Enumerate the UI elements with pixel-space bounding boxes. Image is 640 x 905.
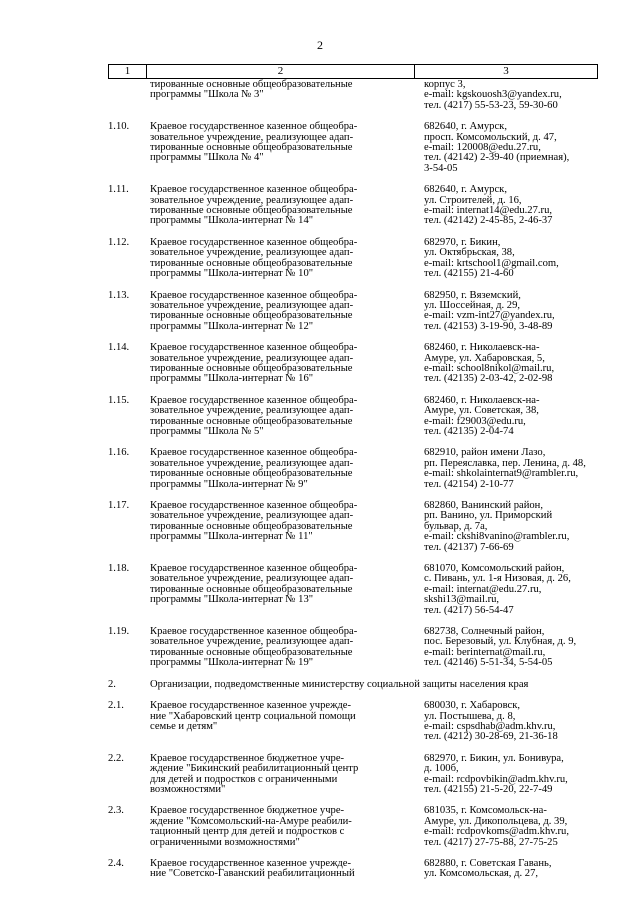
row-number: 2.2. [108, 752, 124, 764]
name-line: Краевое государственное казенное общеобра- [150, 563, 358, 575]
institution-name [146, 238, 414, 280]
address-line: 680030, г. Хабаровск, [424, 700, 520, 712]
institution-name [146, 627, 414, 669]
address-line: skshi13@mail.ru, [424, 594, 500, 606]
address-line: 682460, г. Николаевск-на- [424, 394, 540, 406]
address-line: e-mail: rcdpovbikin@adm.khv.ru, [424, 773, 568, 785]
institution-address [414, 291, 608, 333]
name-line: ние "Советско-Гаванский реабилитационный [150, 868, 355, 880]
address-line: 681070, Комсомольский район, [424, 563, 565, 575]
institution-name [146, 754, 414, 796]
name-line: Краевое государственное казенное общеобра- [150, 626, 358, 638]
institution-name [146, 806, 414, 848]
address-line: 682460, г. Николаевск-на- [424, 342, 540, 354]
institution-name [146, 448, 414, 490]
institution-name [146, 80, 414, 111]
address-line: 681035, г. Комсомольск-на- [424, 805, 547, 817]
institution-address [414, 564, 608, 616]
address-line: тел. (4217) 27-75-88, 27-75-25 [424, 836, 558, 848]
name-line: Краевое государственное казенное учрежде- [150, 700, 352, 712]
row-number: 1.14. [108, 342, 130, 354]
institution-address [414, 343, 608, 385]
address-line: тел. (42153) 3-19-90, 3-48-89 [424, 320, 553, 332]
table-row [108, 396, 608, 438]
address-line: пос. Березовый, ул. Клубная, д. 9, [424, 636, 577, 648]
name-line: Краевое государственное казенное общеобра- [150, 394, 358, 406]
row-number: 1.19. [108, 626, 130, 638]
address-line: д. 100б, [424, 763, 459, 775]
name-line: зовательное учреждение, реализующее адап- [150, 299, 354, 311]
row-number: 1.17. [108, 500, 130, 511]
address-line: e-mail: krtschool1@gmail.com, [424, 257, 559, 269]
page-number: 2 [317, 38, 323, 52]
name-line: программы "Школа-интернат № 10" [150, 268, 314, 280]
name-line: зовательное учреждение, реализующее адап- [150, 457, 354, 469]
institution-name [146, 501, 414, 553]
address-line: e-mail: kgskouosh3@yandex.ru, [424, 89, 562, 101]
name-line: для детей и подростков с ограниченными [150, 773, 338, 785]
institution-address [414, 501, 608, 553]
address-line: Амуре, ул. Дикопольцева, д. 39, [424, 815, 568, 827]
name-line: программы "Школа-интернат № 16" [150, 373, 314, 385]
address-line: тел. (4212) 30-28-69, 21-36-18 [424, 731, 558, 743]
name-line: тированные основные общеобразовательные [150, 646, 353, 658]
name-line: ждение "Комсомольский-на-Амуре реабили- [150, 815, 352, 827]
institution-name [146, 701, 414, 743]
address-line: тел. (4217) 56-54-47 [424, 604, 514, 616]
address-line: тел. (42135) 2-04-74 [424, 425, 514, 437]
row-number: 1.18. [108, 563, 130, 575]
institution-address [414, 80, 608, 111]
table-row [108, 343, 608, 385]
institution-name [146, 291, 414, 333]
address-line: корпус 3, [424, 79, 466, 90]
address-line: тел. (42155) 21-5-20, 22-7-49 [424, 783, 553, 795]
name-line: Краевое государственное казенное общеобра- [150, 447, 358, 459]
address-line: 682970, г. Бикин, [424, 236, 501, 248]
name-line: тационный центр для детей и подростков с [150, 826, 345, 838]
institution-address [414, 122, 608, 174]
name-line: Краевое государственное казенное общеобра- [150, 342, 358, 354]
institution-address [414, 238, 608, 280]
name-line: тированные основные общеобразовательные [150, 257, 353, 269]
name-line: зовательное учреждение, реализующее адап- [150, 131, 354, 143]
address-line: ул. Шоссейная, д. 29, [424, 299, 521, 311]
section-title: Организации, подведомственные министерству социальной защиты населения края [150, 678, 529, 690]
institution-address [414, 448, 608, 490]
name-line: зовательное учреждение, реализующее адап- [150, 194, 354, 206]
row-number: 1.16. [108, 447, 130, 459]
address-line: тел. (42142) 2-45-85, 2-46-37 [424, 215, 553, 227]
address-line: ул. Постышева, д. 8, [424, 710, 516, 722]
address-line: 682640, г. Амурск, [424, 121, 507, 133]
address-line: ул. Комсомольская, д. 27, [424, 868, 539, 880]
name-line: ограниченными возможностями" [150, 836, 300, 848]
name-line: программы "Школа № 5" [150, 425, 264, 437]
address-line: e-mail: cspsdhab@adm.khv.ru, [424, 720, 556, 732]
name-line: тированные основные общеобразовательные [150, 310, 353, 322]
table-row [108, 122, 608, 174]
table-row [108, 564, 608, 616]
address-line: 682738, Солнечный район, [424, 626, 545, 638]
table-row [108, 501, 608, 553]
section-heading [108, 680, 608, 690]
institution-name [146, 343, 414, 385]
name-line: Краевое государственное бюджетное учре- [150, 752, 345, 764]
address-line: 682880, г. Советская Гавань, [424, 857, 552, 869]
name-line: программы "Школа-интернат № 11" [150, 531, 313, 543]
header-col-1: 1 [109, 65, 147, 78]
address-line: ул. Строителей, д. 16, [424, 194, 522, 206]
name-line: тированные основные общеобразовательные [150, 142, 353, 154]
name-line: программы "Школа-интернат № 19" [150, 657, 314, 669]
address-line: с. Пивань, ул. 1-я Низовая, д. 26, [424, 573, 571, 585]
address-line: e-mail: ckshi8vanino@rambler.ru, [424, 531, 570, 543]
institution-name [146, 185, 414, 227]
institution-address [414, 185, 608, 227]
row-number [108, 80, 146, 111]
address-line: 682640, г. Амурск, [424, 184, 507, 196]
row-number: 1.12. [108, 236, 130, 248]
row-number: 1.13. [108, 289, 130, 301]
table-row [108, 701, 608, 743]
name-line: тированные основные общеобразовательные [150, 415, 353, 427]
name-line: программы "Школа-интернат № 14" [150, 215, 314, 227]
address-line: тел. (42142) 2-39-40 (приемная), [424, 152, 570, 164]
institution-name [146, 396, 414, 438]
address-line: рп. Переяславка, пер. Ленина, д. 48, [424, 457, 586, 469]
name-line: зовательное учреждение, реализующее адап- [150, 247, 354, 259]
name-line: ждение "Бикинский реабилитационный центр [150, 763, 359, 775]
name-line: зовательное учреждение, реализующее адап- [150, 352, 354, 364]
row-number: 1.10. [108, 121, 130, 133]
name-line: программы "Школа-интернат № 9" [150, 478, 308, 490]
address-line: 3-54-05 [424, 162, 458, 174]
table-header [108, 64, 598, 79]
address-line: бульвар, д. 7а, [424, 520, 488, 532]
address-line: рп. Ванино, ул. Приморский [424, 510, 553, 522]
name-line: зовательное учреждение, реализующее адап- [150, 573, 354, 585]
address-line: тел. (4217) 55-53-23, 59-30-60 [424, 99, 558, 111]
name-line: Краевое государственное казенное общеобра- [150, 500, 358, 511]
institution-address [414, 754, 608, 796]
address-line: тел. (42146) 5-51-34, 5-54-05 [424, 657, 553, 669]
address-line: e-mail: rcdpovkoms@adm.khv.ru, [424, 826, 569, 838]
table-row [108, 806, 608, 848]
row-number: 2.3. [108, 805, 124, 817]
address-line: 682950, г. Вяземский, [424, 289, 521, 301]
name-line: зовательное учреждение, реализующее адап- [150, 510, 354, 522]
row-number: 2.4. [108, 857, 124, 869]
name-line: Краевое государственное казенное общеобра- [150, 236, 358, 248]
address-line: e-mail: 120008@edu.27.ru, [424, 142, 541, 154]
address-line: e-mail: internat@edu.27.ru, [424, 583, 542, 595]
name-line: программы "Школа № 3" [150, 89, 264, 101]
name-line: тированные основные общеобразовательные [150, 520, 353, 532]
address-line: тел. (42137) 7-66-69 [424, 541, 514, 553]
address-line: Амуре, ул. Советская, 38, [424, 405, 539, 417]
row-number: 1.15. [108, 394, 130, 406]
name-line: программы "Школа № 4" [150, 152, 264, 164]
institution-name [146, 122, 414, 174]
row-number: 2.1. [108, 700, 124, 712]
row-number: 1.11. [108, 184, 129, 196]
name-line: Краевое государственное бюджетное учре- [150, 805, 345, 817]
institution-address [414, 396, 608, 438]
name-line: программы "Школа-интернат № 13" [150, 594, 314, 606]
address-line: тел. (42135) 2-03-42, 2-02-98 [424, 373, 553, 385]
name-line: семье и детям" [150, 720, 218, 732]
name-line: Краевое государственное казенное общеобра- [150, 121, 358, 133]
name-line: тированные основные общеобразовательные [150, 583, 353, 595]
table-row [108, 238, 608, 280]
name-line: тированные основные общеобразовательные [150, 362, 353, 374]
institution-name [146, 859, 414, 880]
institution-name [146, 564, 414, 616]
table-row [108, 754, 608, 796]
name-line: Краевое государственное казенное учрежде- [150, 857, 352, 869]
address-line: 682860, Ванинский район, [424, 500, 543, 511]
address-line: e-mail: shkolainternat9@rambler.ru, [424, 468, 579, 480]
institution-address [414, 859, 608, 880]
address-line: e-mail: f29003@edu.ru, [424, 415, 526, 427]
address-line: e-mail: internat14@edu.27.ru, [424, 205, 553, 217]
name-line: Краевое государственное казенное общеобра- [150, 289, 358, 301]
institution-address [414, 627, 608, 669]
table-body [108, 80, 608, 891]
address-line: 682970, г. Бикин, ул. Бонивура, [424, 752, 564, 764]
address-line: просп. Комсомольский, д. 47, [424, 131, 557, 143]
address-line: тел. (42154) 2-10-77 [424, 478, 514, 490]
name-line: ние "Хабаровский центр социальной помощи [150, 710, 356, 722]
institution-address [414, 806, 608, 848]
name-line: тированные основные общеобразовательные [150, 468, 353, 480]
name-line: тированные основные общеобразовательные [150, 79, 353, 90]
address-line: Амуре, ул. Хабаровская, 5, [424, 352, 545, 364]
name-line: возможностями" [150, 783, 226, 795]
section-number: 2. [108, 678, 116, 690]
address-line: e-mail: berinternat@mail.ru, [424, 646, 546, 658]
table-row [108, 448, 608, 490]
name-line: тированные основные общеобразовательные [150, 205, 353, 217]
institution-address [414, 701, 608, 743]
name-line: зовательное учреждение, реализующее адап- [150, 405, 354, 417]
name-line: Краевое государственное казенное общеобра- [150, 184, 358, 196]
header-col-3: 3 [503, 65, 509, 77]
table-row [108, 859, 608, 880]
address-line: e-mail: vzm-int27@yandex.ru, [424, 310, 555, 322]
table-row [108, 291, 608, 333]
name-line: программы "Школа-интернат № 12" [150, 320, 314, 332]
address-line: тел. (42155) 21-4-60 [424, 268, 514, 280]
table-row [108, 80, 608, 111]
address-line: 682910, район имени Лазо, [424, 447, 546, 459]
table-row [108, 185, 608, 227]
table-row [108, 627, 608, 669]
address-line: ул. Октябрьская, 38, [424, 247, 515, 259]
address-line: e-mail: school8nikol@mail.ru, [424, 362, 555, 374]
header-col-2: 2 [147, 65, 415, 78]
name-line: зовательное учреждение, реализующее адап- [150, 636, 354, 648]
